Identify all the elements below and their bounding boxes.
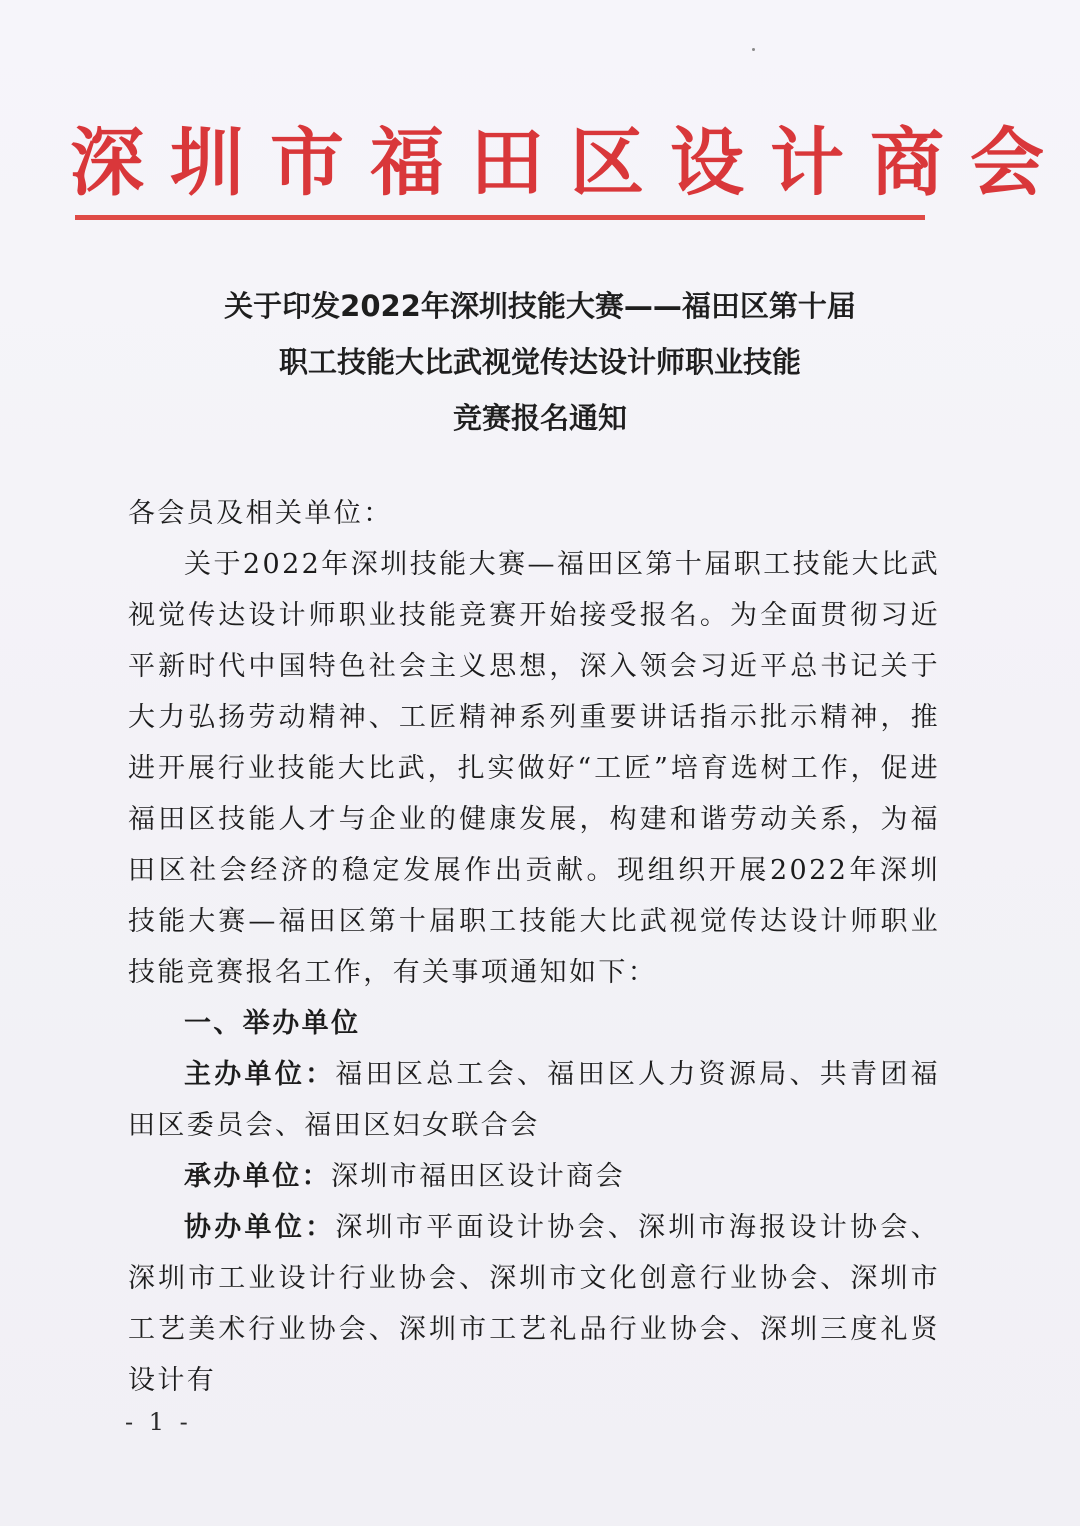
title-line-1: 关于印发2022年深圳技能大赛——福田区第十届	[224, 289, 856, 323]
section-1-heading: 一、举办单位	[184, 1008, 361, 1039]
coorganizer-value: 深圳市平面设计协会、深圳市海报设计协会、深圳市工业设计行业协会、深圳市文化创意行业协会、深圳市工艺美术行业协会、深圳市工艺礼品行业协会、深圳三度礼贤设计有	[128, 1212, 940, 1396]
title-line-2: 职工技能大比武视觉传达设计师职业技能	[278, 345, 801, 379]
coorganizer-label: 协办单位：	[184, 1212, 336, 1243]
host-label: 主办单位：	[184, 1059, 336, 1090]
scan-speck	[752, 48, 755, 51]
title-line-3: 竞赛报名通知	[452, 401, 627, 435]
salutation: 各会员及相关单位：	[128, 498, 393, 529]
document-title	[0, 278, 1080, 446]
host-units-paragraph	[128, 1049, 940, 1151]
page-number: - 1 -	[125, 1408, 192, 1436]
document-body	[128, 488, 940, 1406]
letterhead-red-rule	[75, 215, 925, 220]
intro-paragraph: 关于2022年深圳技能大赛—福田区第十届职工技能大比武视觉传达设计师职业技能竞赛开始接受报名。为全面贯彻习近平新时代中国特色社会主义思想，深入领会习近平总书记关于大力弘扬劳动精神、工匠精神系列重要讲话指示批示精神，推进开展行业技能大比武，扎实做好“工匠”培育选树工作，促进福田区技能人才与企业的健康发展，构建和谐劳动关系，为福田区社会经济的稳定发展作出贡献。现组织开展2022年深圳技能大赛—福田区第十届职工技能大比武视觉传达设计师职业技能竞赛报名工作，有关事项通知如下：	[128, 549, 940, 988]
organizer-value: 深圳市福田区设计商会	[331, 1161, 625, 1192]
host-value: 福田区总工会、福田区人力资源局、共青团福田区委员会、福田区妇女联合会	[128, 1059, 940, 1141]
letterhead-org-name: 深圳市福田区设计商会	[70, 120, 1070, 206]
coorganizer-paragraph	[128, 1202, 940, 1406]
organizer-paragraph	[128, 1151, 940, 1202]
organizer-label: 承办单位：	[184, 1161, 331, 1192]
